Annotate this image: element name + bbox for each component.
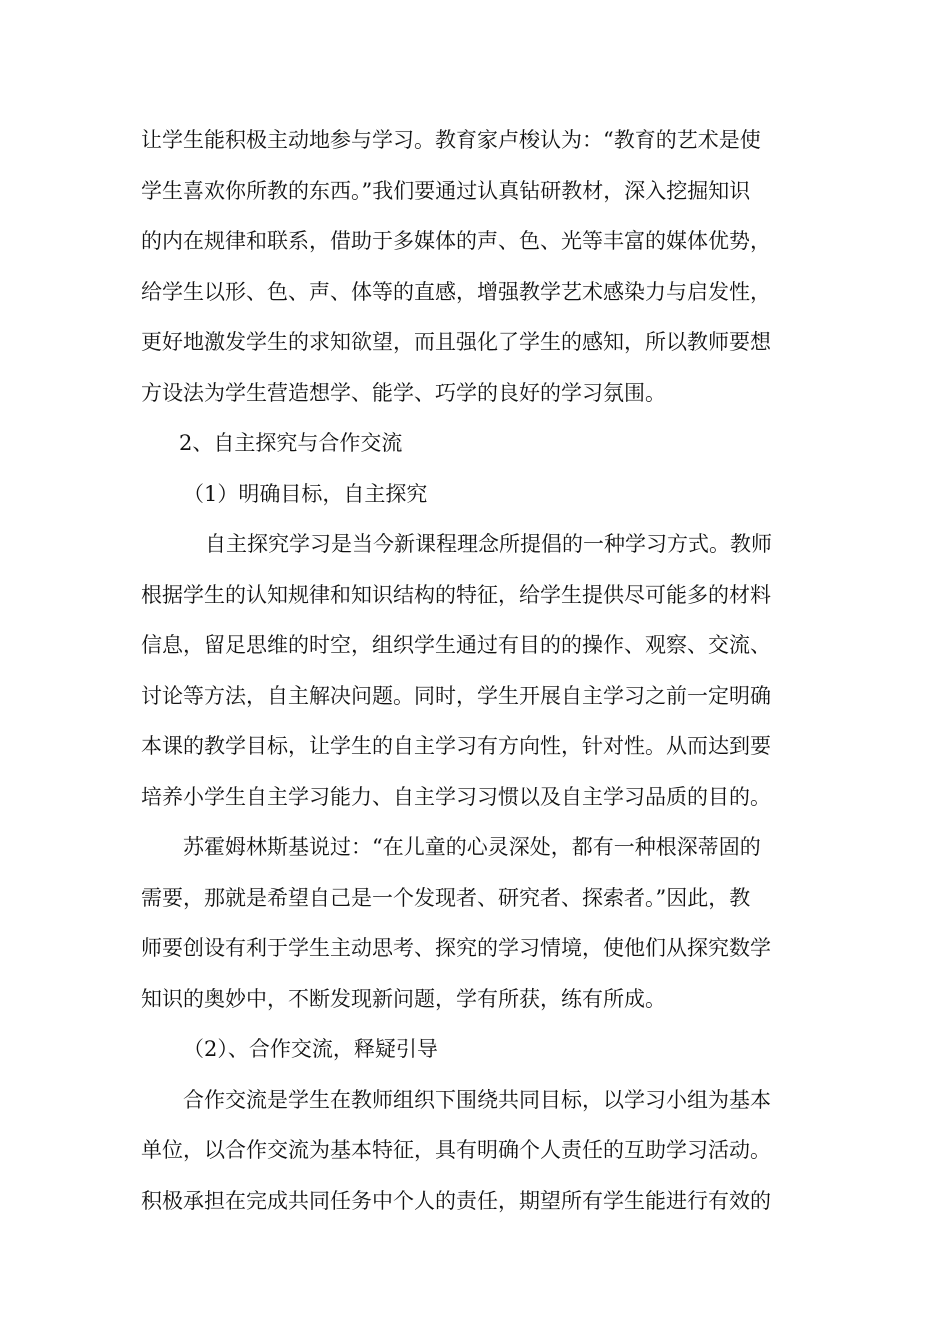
paragraph-first-line: 苏霍姆林斯基说过：“在儿童的心灵深处，都有一种根深蒂固的	[183, 835, 761, 859]
body-line: 需要，那就是希望自己是一个发现者、研究者、探索者。”因此，教	[141, 885, 751, 910]
paragraph-first-line: 合作交流是学生在教师组织下围绕共同目标，以学习小组为基本	[183, 1087, 771, 1112]
body-line: 更好地激发学生的求知欲望，而且强化了学生的感知，所以教师要想	[141, 330, 771, 354]
body-line: 的内在规律和联系，借助于多媒体的声、色、光等丰富的媒体优势，	[141, 229, 771, 253]
body-line: 积极承担在完成共同任务中个人的责任，期望所有学生能进行有效的	[141, 1188, 771, 1213]
document-body	[141, 115, 821, 1226]
subsection-heading: （2）、合作交流，释疑引导	[183, 1037, 438, 1061]
body-line: 方设法为学生营造想学、能学、巧学的良好的学习氛围。	[141, 380, 666, 405]
body-line: 学生喜欢你所教的东西。”我们要通过认真钻研教材，深入挖掘知识	[141, 178, 751, 203]
body-line: 师要创设有利于学生主动思考、探究的学习情境，使他们从探究数学	[141, 936, 771, 960]
body-line: 知识的奥妙中，不断发现新问题，学有所获，练有所成。	[141, 986, 666, 1011]
body-line: 讨论等方法，自主解决问题。同时，学生开展自主学习之前一定明确	[141, 683, 771, 708]
body-line: 信息，留足思维的时空，组织学生通过有目的的操作、观察、交流、	[141, 633, 771, 657]
body-line: 让学生能积极主动地参与学习。教育家卢梭认为：“教育的艺术是使	[141, 128, 761, 152]
body-line: 本课的教学目标，让学生的自主学习有方向性，针对性。从而达到要	[141, 734, 771, 758]
body-line: 培养小学生自主学习能力、自主学习习惯以及自主学习品质的目的。	[141, 784, 771, 809]
subsection-heading: （1）明确目标，自主探究	[183, 481, 428, 506]
section-heading: 2、自主探究与合作交流	[179, 431, 403, 455]
body-line: 给学生以形、色、声、体等的直感，增强教学艺术感染力与启发性，	[141, 279, 771, 304]
body-line: 单位，以合作交流为基本特征，具有明确个人责任的互助学习活动。	[141, 1138, 771, 1162]
paragraph-first-line: 自主探究学习是当今新课程理念所提倡的一种学习方式。教师	[205, 532, 772, 556]
body-line: 根据学生的认知规律和知识结构的特征，给学生提供尽可能多的材料	[141, 582, 771, 607]
